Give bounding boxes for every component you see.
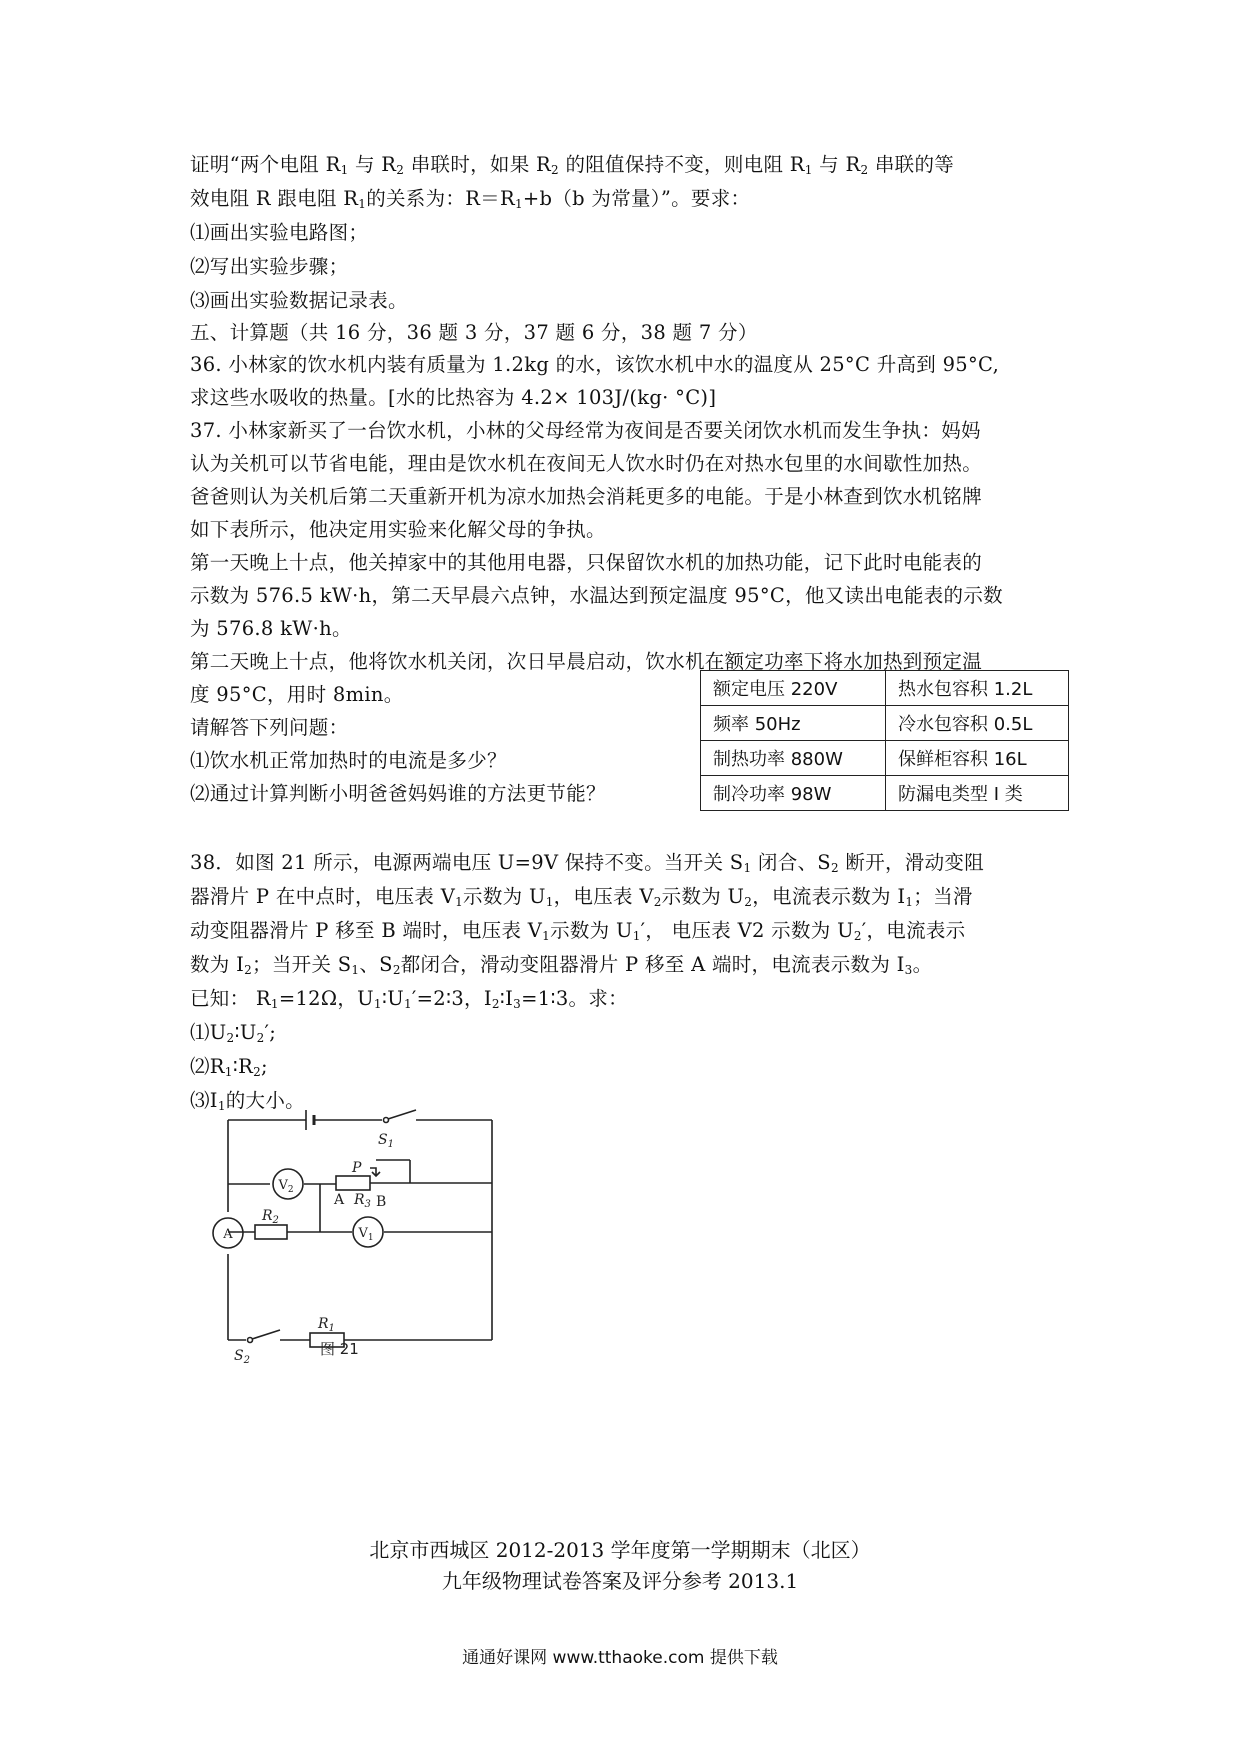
label-v2: $V_2$ (278, 1178, 294, 1195)
table-cell: 制热功率 880W (701, 741, 886, 776)
q35-line-2: 效电阻 R 跟电阻 $R_1$的关系为：$R=R_1+b(b$ 为常量）”。要求： (190, 187, 751, 211)
table-row (701, 706, 1069, 741)
q36-line-2: 求这些水吸收的热量。[水的比热容为 4.2× 103J/(kg· °C)] (190, 386, 717, 409)
q38-line-1: 38．如图 21 所示，电源两端电压 U=9V 保持不变。当开关 $S_1$ 闭合、$S_2$ 断开，滑动变阻 (190, 851, 984, 875)
q37-line-1: 37. 小林家新买了一台饮水机，小林的父母经常为夜间是否要关闭饮水机而发生争执：妈妈 (190, 419, 981, 442)
label-r3: $R_3$ (354, 1192, 371, 1210)
table-cell: 冷水包容积 0.5L (886, 706, 1069, 741)
q38-line-5: 已知： $R_1=12\Omega$，$U_1∶U_1'=2∶3$，$I_2∶I_3=1∶3$。求： (190, 987, 628, 1011)
table-row (701, 776, 1069, 811)
q38-ask-2: $⑵R_1∶R_2$; (190, 1055, 268, 1079)
q38-line-2: 器滑片 P 在中点时，电压表 $V_1$示数为 $U_1$，电压表 $V_2$示数为 $U_2$，电流表示数为 $I_1$；当滑 (190, 885, 973, 909)
table-row (701, 671, 1069, 706)
label-ammeter: A (223, 1227, 233, 1242)
q37-line-4: 如下表所示，他决定用实验来化解父母的争执。 (190, 518, 606, 541)
label-p: P (352, 1160, 362, 1176)
q37-line-11: ⑴饮水机正常加热时的电流是多少？ (190, 749, 507, 772)
q37-line-6: 示数为 576.5 kW·h，第二天早晨六点钟，水温达到预定温度 95°C，他又读出电能表的示数 (190, 584, 1003, 607)
q37-line-5: 第一天晚上十点，他关掉家中的其他用电器，只保留饮水机的加热功能，记下此时电能表的 (190, 551, 983, 574)
figure-caption: 图 21 (320, 1340, 359, 1358)
q38-line-4: 数为 $I_2$；当开关 $S_1$、$S_2$都闭合，滑动变阻器滑片 P 移至 A 端时，电流表示数为 $I_3$。 (190, 953, 933, 977)
q37-line-7: 为 576.8 kW·h。 (190, 617, 352, 640)
q37-line-2: 认为关机可以节省电能，理由是饮水机在夜间无人饮水时仍在对热水包里的水间歇性加热。 (190, 452, 983, 475)
q37-line-9: 度 95°C，用时 8min。 (190, 683, 404, 706)
rheostat-r3 (336, 1176, 370, 1190)
answer-key-title: 北京市西城区 2012-2013 学年度第一学期期末（北区） (369, 1538, 871, 1562)
q38-ask-3: $⑶I_1$的大小。 (190, 1089, 305, 1113)
label-s2: $S_2$ (234, 1348, 250, 1366)
label-s1: $S_1$ (378, 1132, 394, 1150)
switch-s2-blade (252, 1330, 280, 1339)
switch-s2-pivot (248, 1338, 253, 1343)
label-r2: $R_2$ (262, 1208, 279, 1226)
q35-req-2: ⑵写出实验步骤； (190, 255, 349, 278)
q37-line-8: 第二天晚上十点，他将饮水机关闭，次日早晨启动，饮水机在额定功率下将水加热到预定温 (190, 650, 983, 673)
q35-line-1: 证明“两个电阻 $R_1$ 与 $R_2$ 串联时，如果 $R_2$ 的阻值保持不变，则电阻 $R_1$ 与 $R_2$ 串联的等 (190, 153, 955, 177)
q37-line-10: 请解答下列问题： (190, 716, 349, 739)
table-cell: 保鲜柜容积 16L (886, 741, 1069, 776)
spec-table (700, 670, 1069, 811)
switch-s1-blade (388, 1110, 416, 1119)
q37-line-12: ⑵通过计算判断小明爸爸妈妈谁的方法更节能？ (190, 782, 606, 805)
table-cell: 热水包容积 1.2L (886, 671, 1069, 706)
label-b: B (376, 1194, 387, 1210)
label-r1: $R_1$ (318, 1316, 335, 1334)
table-cell: 频率 50Hz (701, 706, 886, 741)
resistor-r2 (255, 1225, 287, 1239)
circuit-diagram (200, 1106, 520, 1366)
table-cell: 防漏电类型 I 类 (886, 776, 1069, 811)
switch-s1-pivot (384, 1118, 389, 1123)
answer-key-subtitle: 九年级物理试卷答案及评分参考 2013.1 (441, 1569, 799, 1593)
q37-line-3: 爸爸则认为关机后第二天重新开机为凉水加热会消耗更多的电能。于是小林查到饮水机铭牌 (190, 485, 983, 508)
q38-line-3: 动变阻器滑片 P 移至 B 端时，电压表 $V_1$示数为 $U_1'$， 电压表 V2 示数为 $U_2'$，电流表示 (190, 919, 966, 943)
q35-req-1: ⑴画出实验电路图； (190, 221, 369, 244)
table-cell: 额定电压 220V (701, 671, 886, 706)
table-row (701, 741, 1069, 776)
label-v1: $V_1$ (358, 1226, 374, 1243)
section-heading: 五、计算题（共 16 分，36 题 3 分，37 题 6 分，38 题 7 分） (190, 321, 758, 344)
q38-ask-1: $⑴U_2∶U_2'$; (190, 1021, 277, 1045)
label-a: A (334, 1192, 345, 1208)
q35-req-3: ⑶画出实验数据记录表。 (190, 289, 408, 312)
table-cell: 制冷功率 98W (701, 776, 886, 811)
source-watermark: 通通好课网 www.tthaoke.com 提供下载 (462, 1648, 778, 1668)
q36-line-1: 36. 小林家的饮水机内装有质量为 1.2kg 的水，该饮水机中水的温度从 25°C 升高到 95°C, (190, 353, 1000, 376)
